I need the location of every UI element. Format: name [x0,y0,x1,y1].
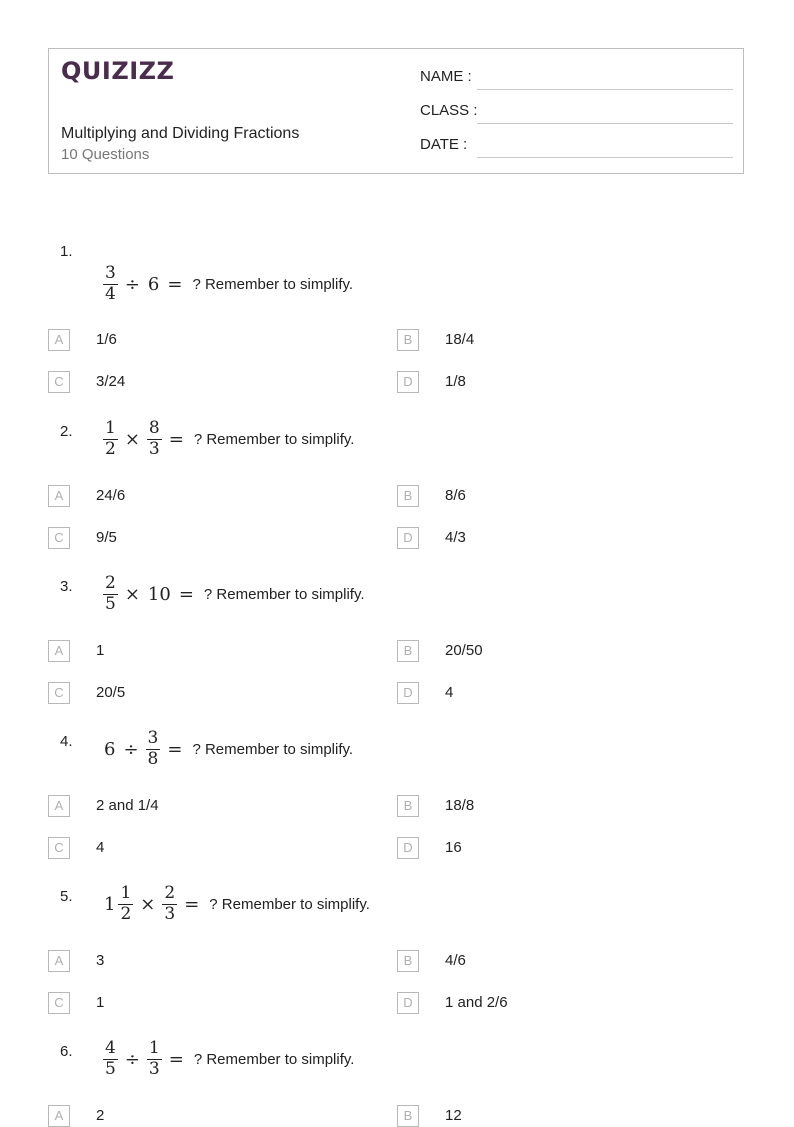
question-expression [100,881,370,927]
option-text: 1 and 2/6 [445,994,508,1011]
fraction [118,882,133,924]
quizizz-logo: QUIZIZZ [61,57,175,85]
math-token: 6 [104,738,116,760]
option-text: 1/6 [96,331,117,348]
option-letter-d[interactable]: D [397,992,419,1014]
option-letter-d[interactable]: D [397,527,419,549]
option-letter-c[interactable]: C [48,837,70,859]
worksheet-title: Multiplying and Dividing Fractions [61,125,300,142]
option-letter-b[interactable]: B [397,485,419,507]
question-number: 4. [60,733,73,750]
question-number: 2. [60,423,73,440]
question-text: ? Remember to simplify. [203,585,365,603]
fraction [162,882,177,924]
question-expression [100,416,354,462]
fraction [103,1037,118,1079]
class-label: CLASS : [420,102,478,119]
class-field[interactable] [477,123,733,124]
option-text: 3 [96,952,105,969]
worksheet-header [48,48,744,174]
fraction [146,727,161,769]
fraction [103,572,118,614]
denominator: 3 [148,438,160,459]
option-text: 9/5 [96,529,117,546]
option-letter-b[interactable]: B [397,329,419,351]
numerator: 1 [105,417,116,438]
denominator: 2 [105,438,116,459]
math-token: 10 [147,583,171,605]
question-text: ? Remember to simplify. [193,430,355,448]
numerator: 1 [148,1037,160,1058]
option-letter-b[interactable]: B [397,795,419,817]
numerator: 1 [120,882,132,903]
option-letter-b[interactable]: B [397,1105,419,1127]
option-text: 2 [96,1107,105,1124]
math-token: = [167,738,183,760]
denominator: 4 [105,283,116,304]
math-token: = [178,583,194,605]
option-text: 20/5 [96,684,126,701]
option-letter-d[interactable]: D [397,682,419,704]
question-expression [100,571,365,617]
question-text: ? Remember to simplify. [209,895,370,913]
option-letter-a[interactable]: A [48,950,70,972]
question-number: 5. [60,888,73,905]
name-field[interactable] [477,89,733,90]
numerator: 2 [105,572,116,593]
option-text: 1 [96,642,105,659]
numerator: 8 [148,417,160,438]
option-text: 3/24 [96,373,126,390]
option-letter-a[interactable]: A [48,329,70,351]
option-letter-a[interactable]: A [48,795,70,817]
option-text: 4/3 [445,529,466,546]
option-letter-a[interactable]: A [48,1105,70,1127]
option-text: 1 [96,994,105,1011]
math-token: ÷ [123,738,139,760]
name-label: NAME : [420,68,472,85]
option-text: 20/50 [445,642,483,659]
option-text: 1/8 [445,373,466,390]
option-letter-c[interactable]: C [48,527,70,549]
math-token: = [167,273,183,295]
option-letter-a[interactable]: A [48,485,70,507]
math-token: × [124,583,140,605]
option-text: 4 [96,839,105,856]
option-text: 18/4 [445,331,475,348]
fraction [147,417,162,459]
question-expression [100,1036,354,1082]
question-number: 3. [60,578,73,595]
question-expression [100,261,353,307]
fraction [103,417,118,459]
option-text: 2 and 1/4 [96,797,159,814]
math-token: 1 [104,893,116,915]
option-letter-d[interactable]: D [397,371,419,393]
question-count: 10 Questions [61,146,150,163]
denominator: 5 [105,593,116,614]
denominator: 5 [105,1058,116,1079]
numerator: 2 [164,882,176,903]
numerator: 4 [105,1037,116,1058]
math-token: ÷ [124,1048,140,1070]
math-token: ÷ [124,273,140,295]
question-number: 1. [60,243,73,260]
option-letter-c[interactable]: C [48,371,70,393]
option-letter-b[interactable]: B [397,950,419,972]
option-text: 8/6 [445,487,466,504]
fraction [147,1037,162,1079]
option-letter-b[interactable]: B [397,640,419,662]
option-letter-c[interactable]: C [48,992,70,1014]
date-field[interactable] [477,157,733,158]
question-expression [100,726,353,772]
question-text: ? Remember to simplify. [192,740,354,758]
math-token: = [168,428,184,450]
math-token: = [168,1048,184,1070]
denominator: 3 [164,903,176,924]
question-text: ? Remember to simplify. [193,1050,355,1068]
option-text: 24/6 [96,487,126,504]
option-text: 4 [445,684,454,701]
date-label: DATE : [420,136,468,153]
fraction [103,262,118,304]
question-number: 6. [60,1043,73,1060]
math-token: × [140,893,156,915]
math-token: = [184,893,200,915]
option-letter-a[interactable]: A [48,640,70,662]
denominator: 2 [120,903,132,924]
numerator: 3 [105,262,116,283]
question-text: ? Remember to simplify. [192,275,354,293]
math-token: × [124,428,140,450]
numerator: 3 [147,727,159,748]
option-text: 4/6 [445,952,466,969]
option-letter-c[interactable]: C [48,682,70,704]
option-text: 12 [445,1107,462,1124]
denominator: 3 [148,1058,160,1079]
option-letter-d[interactable]: D [397,837,419,859]
option-text: 16 [445,839,462,856]
option-text: 18/8 [445,797,475,814]
math-token: 6 [147,273,160,295]
denominator: 8 [147,748,159,769]
